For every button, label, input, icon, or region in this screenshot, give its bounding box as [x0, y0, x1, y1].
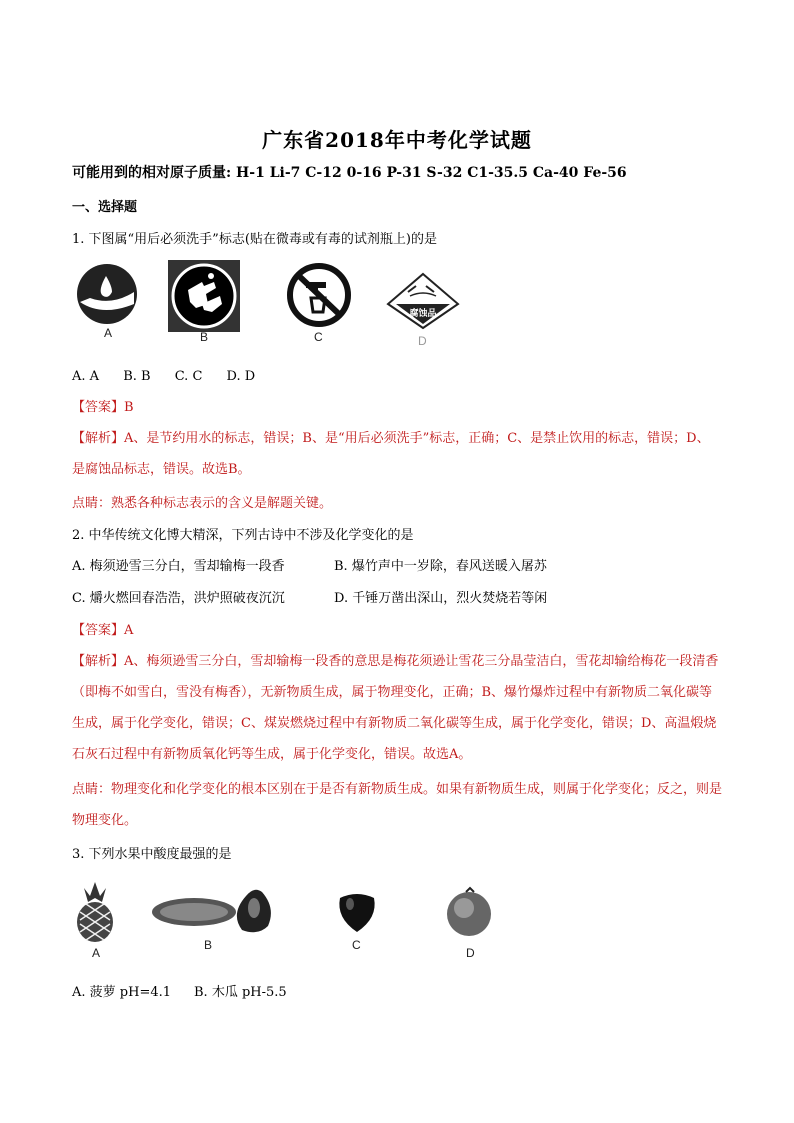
q2-answer: 【答案】A: [72, 623, 134, 638]
q3-figure-a: [72, 880, 118, 948]
q1-figure-a: [72, 262, 142, 336]
q3-figure-b: [150, 884, 278, 940]
q1-option-a: A. A: [72, 369, 100, 384]
q1-tip: 点睛：熟悉各种标志表示的含义是解题关键。: [72, 496, 333, 511]
q3-stem: 3. 下列水果中酸度最强的是: [72, 847, 232, 862]
q3-label-d: D: [466, 946, 475, 960]
q3-figure-c: [334, 888, 380, 938]
q2-option-b: B. 爆竹声中一岁除，春风送暖入屠苏: [334, 559, 547, 574]
q1-label-d: D: [418, 334, 427, 348]
page-title: 广东省2018年中考化学试题: [262, 128, 532, 152]
q2-option-c: C. 爝火燃回春浩浩，洪炉照破夜沉沉: [72, 591, 285, 606]
q1-figure-c: [284, 262, 354, 336]
q1-option-c: C. C: [174, 369, 203, 384]
q2-option-d: D. 千锤万凿出深山，烈火焚烧若等闲: [334, 591, 548, 606]
wash-hands-sign-icon: [168, 260, 240, 332]
q1-stem: 1. 下图属“用后必须洗手”标志(贴在微毒或有毒的试剂瓶上)的是: [72, 232, 437, 247]
water-saving-sign-icon: [72, 262, 142, 332]
papaya-icon: [150, 884, 278, 936]
q3-option-b: B. 木瓜 pH-5.5: [194, 985, 287, 1000]
no-drinking-sign-icon: [284, 262, 354, 332]
q1-answer: 【答案】B: [72, 400, 134, 415]
q3-option-a: A. 菠萝 pH=4.1: [72, 985, 172, 1000]
q1-option-d: D. D: [226, 369, 256, 384]
pineapple-icon: [72, 880, 118, 944]
q3-label-c: C: [352, 938, 361, 952]
q1-option-b: B. B: [123, 369, 151, 384]
q2-tip: 点睛：物理变化和化学变化的根本区别在于是否有新物质生成。如果有新物质生成，则属于化学变化；反之，则是物理变化。: [72, 782, 723, 828]
q1-options: [72, 367, 275, 387]
q1-label-b: B: [200, 330, 209, 344]
corrosive-sign-icon: [386, 272, 460, 330]
q3-label-a: A: [92, 946, 101, 960]
q1-analysis: 【解析】A、是节约用水的标志，错误；B、是“用后必须洗手”标志，正确；C、是禁止饮用的标志，错误；D、是腐蚀品标志，错误。故选B。: [72, 431, 710, 477]
q2-option-a: A. 梅须逊雪三分白，雪却输梅一段香: [72, 559, 285, 574]
q1-figure-b: [168, 260, 240, 336]
q1-label-a: A: [104, 326, 113, 340]
q1-figure-d: [386, 272, 460, 334]
fruit-d-icon: [444, 886, 494, 938]
corrosive-sign-text: 腐蚀品: [409, 309, 437, 319]
q2-analysis: 【解析】A、梅须逊雪三分白，雪却输梅一段香的意思是梅花须逊让雪花三分晶莹洁白，雪花却输给梅花一段清香（即梅不如雪白，雪没有梅香），无新物质生成，属于物理变化，正确；B、爆竹爆炸过程中有新物质二氧化碳等生成，属于化学变化，错误；C、煤炭燃烧过程中有新物质二氧化碳等生成，属于化学变化，错误；D、高温煅烧石灰石过程中有新物质氧化钙等生成，属于化学变化，错误。故选A。: [72, 654, 719, 762]
fruit-c-icon: [334, 888, 380, 934]
q1-label-c: C: [314, 330, 323, 344]
q3-label-b: B: [204, 938, 213, 952]
atomic-masses: 可能用到的相对原子质量: H-1 Li-7 C-12 0-16 P-31 S-32 C1-35.5 Ca-40 Fe-56: [72, 165, 627, 181]
q3-figure-d: [444, 886, 494, 942]
q2-stem: 2. 中华传统文化博大精深，下列古诗中不涉及化学变化的是: [72, 528, 414, 543]
section-heading: 一、选择题: [72, 200, 138, 215]
